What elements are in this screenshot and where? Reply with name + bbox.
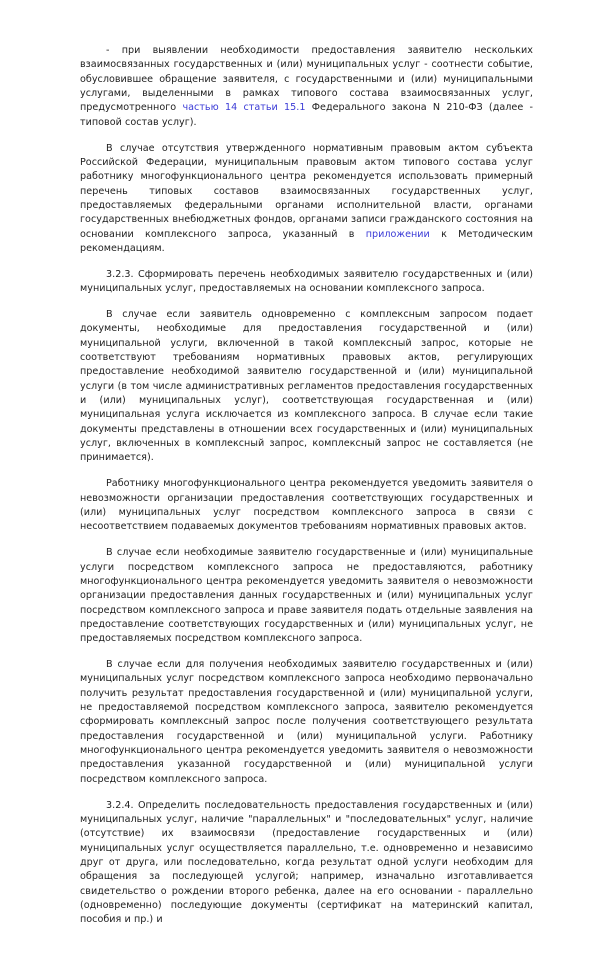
- legal-reference-link-part-14-article-15-1[interactable]: частью 14 статьи 15.1: [182, 102, 306, 114]
- paragraph-prerequisite-result: В случае если для получения необходимых заявителю государственных и (или) муниципальных услуг посредством комплексного запроса необходимо первоначально получить результат предоставления государственной и (или) муниципальной услуги, не предоставляемой посредством комплексного запроса, заявителю рекомендуется сформировать комплексный запрос после получения соответствующего результата предоставления государственной и (или) муниципальной услуги. Работнику многофункционального центра рекомендуется уведомить заявителя о невозможности предоставления указанной государственной и (или) муниципальной услуги посредством комплексного запроса.: [80, 659, 533, 785]
- paragraph-typical-composition: [80, 142, 533, 257]
- paragraph-clause-3-2-4: 3.2.4. Определить последовательность предоставления государственных и (или) муниципальных услуг, наличие "параллельных" и "последовательных" услуг, наличие (отсутствие) их взаимосвязи (предоставление государственных и (или) муниципальных услуг осуществляется параллельно, т.е. одновременно и независимо друг от друга, или последовательно, когда результат одной услуги необходим для обращения за последующей услугой; например, изначально изготавливается свидетельство о рождении второго ребенка, далее на его основании - параллельно (одновременно) последующие документы (сертификат на материнский капитал, пособия и пр.) и: [80, 799, 533, 926]
- paragraph-dash-item: [80, 44, 533, 130]
- paragraph-text-after-link: Федерального закона N 210-ФЗ (далее - типовой состав услуг).: [80, 102, 533, 128]
- paragraph-text-before-link: - при выявлении необходимости предоставления заявителю нескольких взаимосвязанных государственных и (или) муниципальных услуг - соотнести событие, обусловившее обращение заявителя, с государственными и (или) муниципальными услугами, выделенными в рамках типового состава взаимосвязанных услуг, предусмотренного: [80, 45, 533, 114]
- paragraph-text-after-link: к Методическим рекомендациям.: [80, 228, 533, 254]
- paragraph-services-not-provided: В случае если необходимые заявителю государственные и (или) муниципальные услуги посредством комплексного запроса не предоставляются, работнику многофункционального центра рекомендуется уведомить заявителя о невозможности организации предоставления данных государственных и (или) муниципальных услуг посредством комплексного запроса и праве заявителя подать отдельные заявления на предоставление соответствующих государственных и (или) муниципальных услуг, не предоставляемых посредством комплексного запроса.: [80, 547, 533, 645]
- paragraph-text-before-link: В случае отсутствия утвержденного нормативным правовым актом субъекта Российской Федерации, муниципальным правовым актом типового состава услуг работнику многофункционального центра рекомендуется использовать примерный перечень типовых составов взаимосвязанных государственных услуг, предоставляемых федеральными органами исполнительной власти, органами государственных внебюджетных фондов, органами записи гражданского состояния на основании комплексного запроса, указанный в: [80, 142, 533, 240]
- document-body: [80, 44, 533, 959]
- page-bottom-spacer: [80, 939, 533, 959]
- paragraph-clause-3-2-3: 3.2.3. Сформировать перечень необходимых заявителю государственных и (или) муниципальных услуг, предоставляемых на основании комплексного запроса.: [80, 268, 533, 295]
- paragraph-notify-applicant-impossibility: Работнику многофункционального центра рекомендуется уведомить заявителя о невозможности организации предоставления соответствующих государственных и (или) муниципальных услуг посредством комплексного запроса в связи с несоответствием подаваемых документов требованиям нормативных правовых актов.: [80, 478, 533, 533]
- appendix-reference-link[interactable]: приложении: [365, 228, 430, 240]
- paragraph-documents-mismatch: В случае если заявитель одновременно с комплексным запросом подает документы, необходимые для предоставления государственной и (или) муниципальной услуги, включенной в такой комплексный запрос, которые не соответствуют требованиям нормативных правовых актов, регулирующих предоставление необходимой заявителю государственной и (или) муниципальной услуги (в том числе административных регламентов предоставления государственных и (или) муниципальных услуг), соответствующая государственная и (или) муниципальная услуга исключается из комплексного запроса. В случае если такие документы представлены в отношении всех государственных и (или) муниципальных услуг, включенных в комплексный запрос, комплексный запрос не составляется (не принимается).: [80, 309, 533, 464]
